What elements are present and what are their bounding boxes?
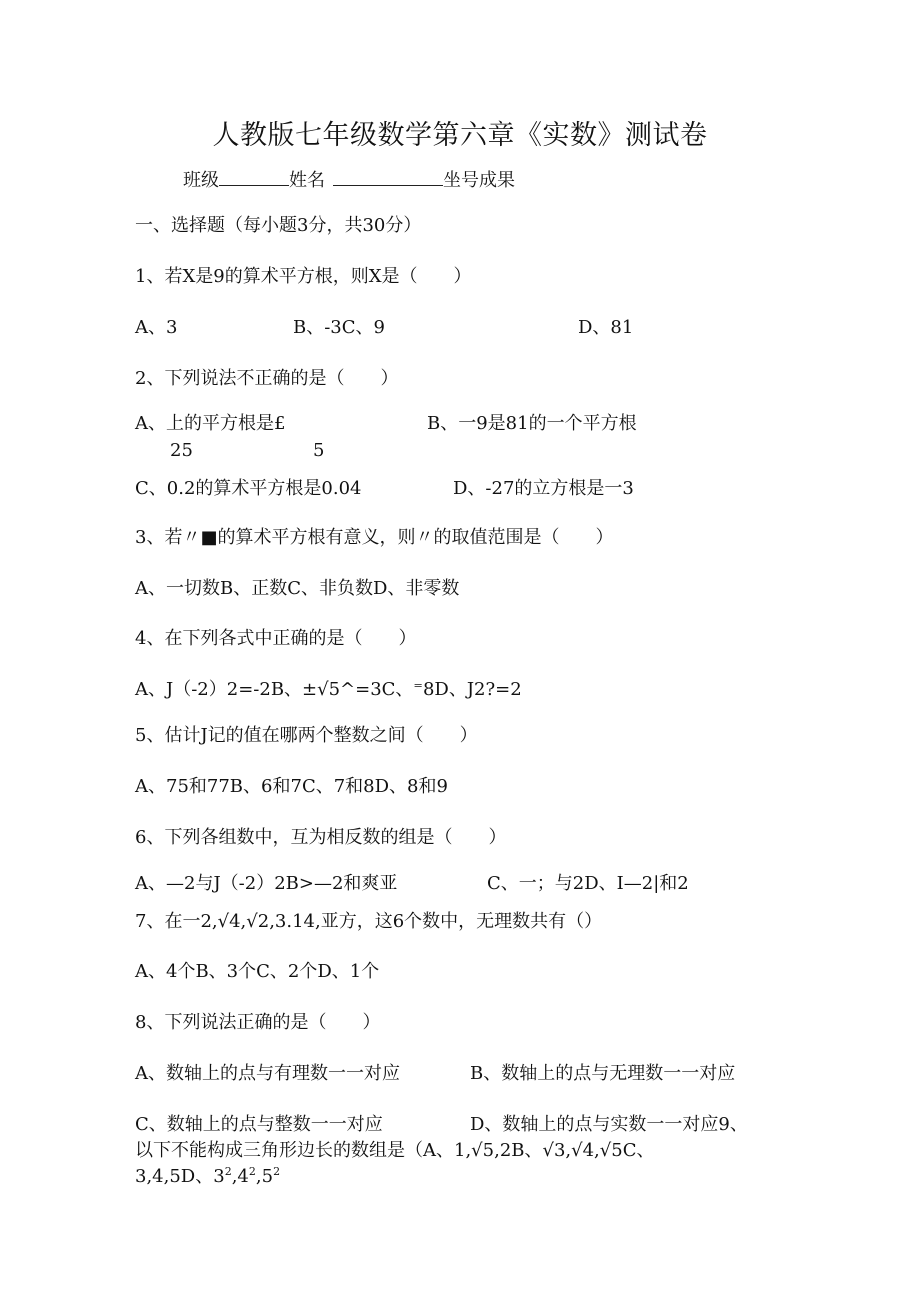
question-2-option-a-denominator: 25 [170, 440, 193, 461]
question-9-option-d-prefix: 3,4,5D、3 [135, 1166, 225, 1187]
exponent: 2 [248, 1165, 256, 1178]
question-2-stem: 2、下列说法不正确的是（ ） [135, 368, 399, 389]
question-7-options: A、4个B、3个C、2个D、1个 [135, 961, 380, 982]
question-6-options-cd: C、一；与2D、I—2|和2 [487, 873, 689, 894]
question-8-option-c: C、数轴上的点与整数一一对应 [135, 1114, 383, 1135]
question-4-stem: 4、在下列各式中正确的是（ ） [135, 628, 417, 649]
question-2-option-a-denominator-2: 5 [313, 440, 325, 461]
question-1-option-a: A、3 [135, 317, 178, 338]
question-2-option-c: C、0.2的算术平方根是0.04 [135, 478, 362, 499]
page-title: 人教版七年级数学第六章《实数》测试卷 [212, 120, 708, 151]
question-8-option-d: D、数轴上的点与实数一一对应9、 [470, 1114, 748, 1135]
question-2-option-a: A、上的平方根是£ [135, 413, 286, 434]
class-label: 班级 [183, 170, 219, 191]
question-5-options: A、75和77B、6和7C、7和8D、8和9 [135, 776, 448, 797]
question-1-option-d: D、81 [578, 317, 634, 338]
class-blank[interactable] [219, 167, 289, 186]
name-blank[interactable] [333, 167, 443, 186]
question-1-stem: 1、若X是9的算术平方根，则X是（ ） [135, 266, 472, 287]
name-label: 姓名 [289, 170, 325, 191]
question-6-stem: 6、下列各组数中，互为相反数的组是（ ） [135, 827, 507, 848]
question-8-option-a: A、数轴上的点与有理数一一对应 [135, 1063, 400, 1084]
question-4-options: A、J（-2）2=-2B、±√5^=3C、⁼8D、J2?=2 [135, 679, 522, 700]
question-8-option-b: B、数轴上的点与无理数一一对应 [470, 1063, 736, 1084]
question-3-stem: 3、若〃■的算术平方根有意义，则〃的取值范围是（ ） [135, 527, 614, 548]
question-9-term: ,4 [231, 1166, 249, 1187]
question-9-line-1: 以下不能构成三角形边长的数组是（A、1,√5,2B、√3,√4,√5C、 [135, 1140, 655, 1161]
question-5-stem: 5、估计J记的值在哪两个整数之间（ ） [135, 725, 478, 746]
question-3-options: A、一切数B、正数C、非负数D、非零数 [135, 578, 460, 599]
section-heading: 一、选择题（每小题3分，共30分） [135, 215, 422, 236]
question-6-options-ab: A、—2与J（-2）2B>—2和爽亚 [135, 873, 398, 894]
exponent: 2 [273, 1165, 281, 1178]
question-1-option-bc: B、-3C、9 [293, 317, 385, 338]
question-7-stem: 7、在一2,√4,√2,3.14,亚方，这6个数中，无理数共有（） [135, 911, 603, 932]
question-8-stem: 8、下列说法正确的是（ ） [135, 1012, 381, 1033]
seat-label: 坐号成果 [443, 170, 515, 191]
exponent: 2 [224, 1165, 232, 1178]
question-9-term: ,5 [255, 1166, 274, 1187]
question-2-option-d: D、-27的立方根是一3 [453, 478, 634, 499]
question-9-line-2 [135, 1165, 280, 1189]
question-2-option-b: B、一9是81的一个平方根 [427, 413, 637, 434]
student-info-row [183, 167, 515, 193]
